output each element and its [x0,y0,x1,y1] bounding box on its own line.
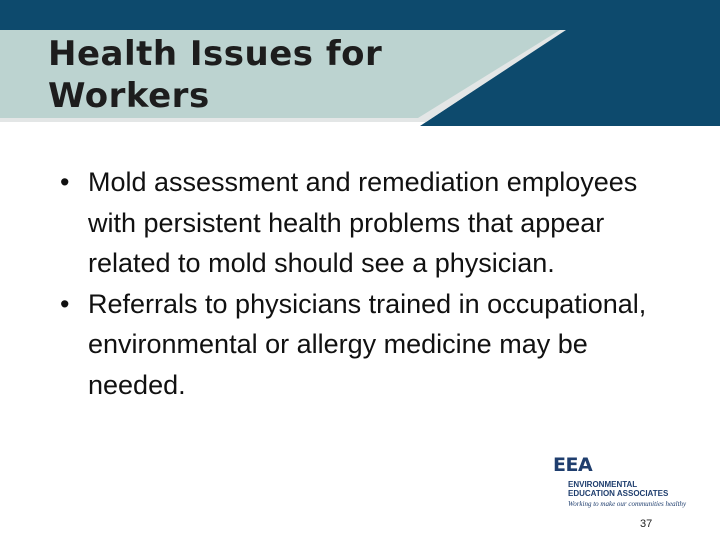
bullet-item [60,162,670,284]
bullet-text: Mold assessment and remediation employees with persistent health problems that appear related to mold should see a physician. [88,167,638,278]
logo-name-line1: ENVIRONMENTAL [568,480,638,489]
eea-logo [553,454,703,514]
bullet-symbol: • [60,167,70,197]
logo-name-line2: EDUCATION ASSOCIATES [568,489,669,498]
bullet-text: Referrals to physicians trained in occupational, environmental or allergy medicine may be needed. [88,288,647,400]
slide-title: Health Issues for Workers [48,34,383,116]
page-number: 37 [640,518,653,530]
logo-tagline: Working to make our communities healthy [568,500,687,508]
bullet-list [60,162,670,405]
logo-mark: EEA [553,454,593,476]
bullet-item [60,284,670,406]
bullet-symbol: • [60,288,70,319]
